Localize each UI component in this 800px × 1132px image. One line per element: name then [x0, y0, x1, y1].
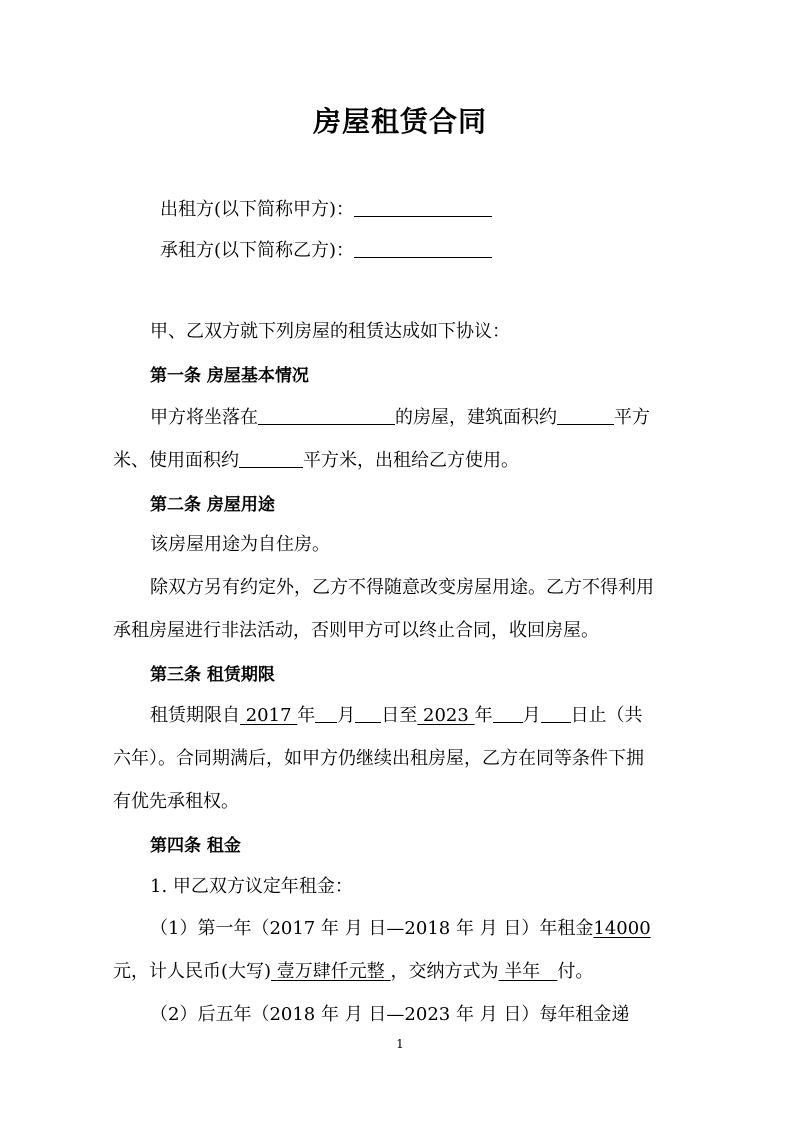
- start-year-field: [240, 705, 297, 726]
- payment-mode: 半年: [504, 961, 541, 982]
- article2-para1: 该房屋用途为自住房。: [150, 534, 330, 555]
- article3-heading: 第三条 租赁期限: [150, 665, 275, 685]
- payment-mode-field: [499, 961, 558, 982]
- start-year: 2017: [245, 705, 292, 726]
- article1-line2: [113, 447, 519, 475]
- lessor-blank: [354, 196, 492, 217]
- first-year-period: （1）第一年（2017 年 月 日—2018 年 月 日）年租金: [150, 918, 594, 939]
- location-blank: [258, 404, 395, 425]
- lessee-label: 承租方(以下简称乙方)：: [160, 240, 355, 261]
- lessee-line: [160, 237, 492, 265]
- article1-text-b: 的房屋，建筑面积约: [395, 407, 557, 428]
- end-year: 2023: [423, 705, 469, 726]
- lessor-line: [160, 196, 492, 224]
- annual-rent-amount: 14000: [593, 918, 651, 939]
- article4-item1-1-line1: [150, 915, 651, 943]
- term-total-label: 日止（共: [570, 705, 643, 726]
- usable-area-blank: [239, 447, 303, 468]
- amount-words-label: 元，计人民币(大写): [113, 961, 272, 982]
- article1-text-d: 米、使用面积约: [113, 450, 239, 471]
- article4-heading: 第四条 租金: [150, 836, 241, 856]
- article1-text-a: 甲方将坐落在: [150, 407, 258, 428]
- page-number: 1: [396, 1037, 404, 1051]
- article1-text-e: 平方米，出租给乙方使用。: [303, 450, 519, 471]
- intro-text: 甲、乙双方就下列房屋的租赁达成如下协议：: [150, 321, 510, 342]
- payment-suffix: 付。: [557, 961, 594, 982]
- start-day-blank: [355, 702, 381, 723]
- start-month-blank: [315, 702, 337, 723]
- start-year-unit: 年: [297, 705, 316, 726]
- article1-heading: 第一条 房屋基本情况: [150, 366, 309, 386]
- document-title: 房屋租赁合同: [312, 105, 487, 138]
- building-area-blank: [557, 404, 614, 425]
- amount-words-field: [271, 961, 390, 982]
- end-month-unit: 月: [522, 705, 541, 726]
- end-year-unit: 年: [474, 705, 493, 726]
- lessee-blank: [354, 237, 492, 258]
- lessor-label: 出租方(以下简称甲方)：: [160, 199, 355, 220]
- article1-text-c: 平方: [614, 407, 650, 428]
- article3-line1: [150, 702, 643, 730]
- term-to-label: 日至: [381, 705, 418, 726]
- article2-para2-line1: 除双方另有约定外，乙方不得随意改变房屋用途。乙方不得利用: [150, 577, 654, 598]
- article3-line2: 六年）。合同期满后，如甲方仍继续出租房屋，乙方在同等条件下拥: [113, 748, 644, 769]
- article2-heading: 第二条 房屋用途: [150, 495, 275, 515]
- article4-item1: 1. 甲乙双方议定年租金：: [150, 876, 353, 897]
- article2-para2-line2: 承租房屋进行非法活动，否则甲方可以终止合同，收回房屋。: [113, 620, 599, 641]
- payment-mode-label: ，交纳方式为: [390, 961, 499, 982]
- article1-line1: [150, 404, 650, 432]
- article4-item1-1-line2: [113, 958, 593, 986]
- article3-line3: 有优先承租权。: [113, 791, 239, 812]
- term-from-label: 租赁期限自: [150, 705, 240, 726]
- end-year-field: [417, 705, 474, 726]
- amount-words: 壹万肆仟元整: [276, 961, 385, 982]
- article4-item1-2: （2）后五年（2018 年 月 日—2023 年 月 日）每年租金递: [150, 1004, 630, 1025]
- start-month-unit: 月: [337, 705, 356, 726]
- end-day-blank: [541, 702, 571, 723]
- end-month-blank: [493, 702, 523, 723]
